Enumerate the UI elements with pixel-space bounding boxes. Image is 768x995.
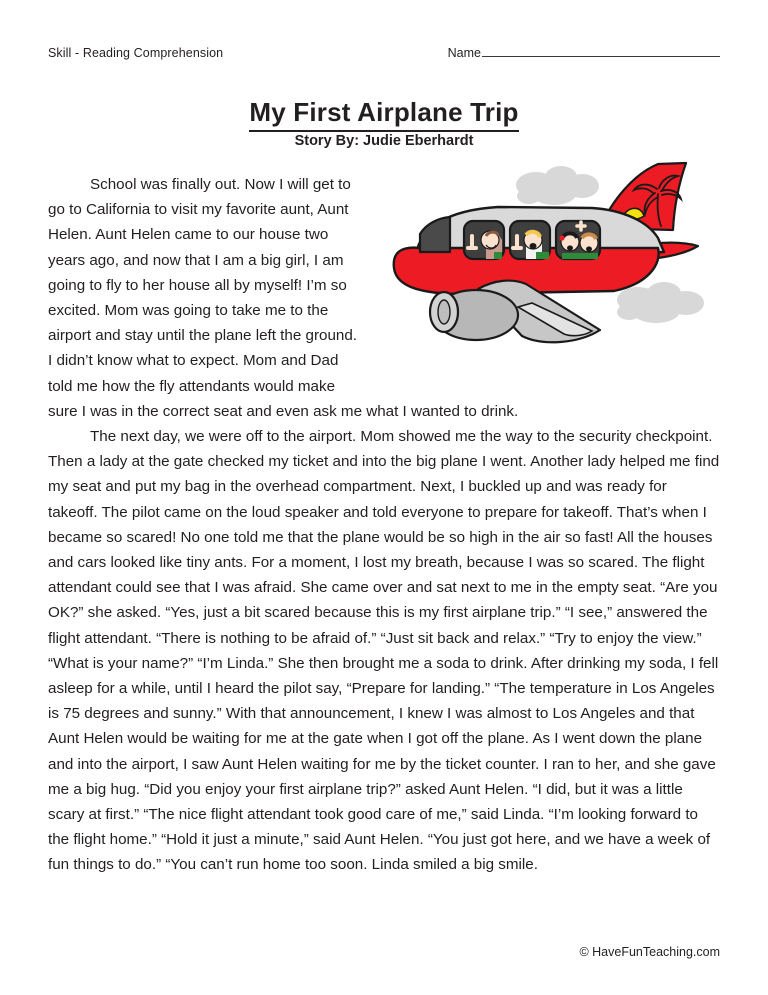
name-field[interactable] xyxy=(448,45,720,60)
name-write-in-line[interactable] xyxy=(482,45,720,57)
name-label: Name xyxy=(447,46,481,60)
story-body xyxy=(48,172,720,878)
skill-label: Skill - Reading Comprehension xyxy=(48,46,224,60)
story-byline: Story By: Judie Eberhardt xyxy=(294,133,474,149)
illustration-text-wrap xyxy=(368,170,720,375)
page-title-wrap xyxy=(0,98,768,132)
footer-copyright: © HaveFunTeaching.com xyxy=(579,945,720,959)
worksheet-header xyxy=(48,45,720,67)
story-paragraph-2: The next day, we were off to the airport. Mom showed me the way to the security checkpoint. Then a lady at the gate checked my ticket and into the big plane I went. Another lady helped me find my seat and put my bag in the overhead compartment. Next, I buckled up and was ready for takeoff. The pilot came on the loud speaker and told everyone to prepare for takeoff. That’s when I became so scared! No one told me that the plane would be so high in the air so fast! All the houses and cars looked like tiny ants. For a moment, I lost my breath, because I was so scared. The flight attendant could see that I was afraid. She came over and sat next to me in the empty seat. “Are you OK?” she asked. “Yes, just a bit scared because this is my first airplane trip.” “I see,” answered the flight attendant. “There is nothing to be afraid of.” “Just sit back and relax.” “Try to enjoy the view.” “What is your name?” “I’m Linda.” She then brought me a soda to drink. After drinking my soda, I fell asleep for a while, until I heard the pilot say, “Prepare for landing.” “The temperature in Los Angeles is 75 degrees and sunny.” With that announcement, I knew I was almost to Los Angeles and that Aunt Helen would be waiting for me at the gate when I got off the plane. As I went down the plane and into the airport, I saw Aunt Helen waiting for me by the ticket counter. I ran to her, and she gave me a big hug. “Did you enjoy your first airplane trip?” asked Aunt Helen. “I did, but it was a little scary at first.” “The nice flight attendant took good care of me,” said Linda. “I’m looking forward to the flight home.” “Hold it just a minute,” said Aunt Helen. “You just got here, and we have a week of fun things to do.” “You can’t run home too soon. Linda smiled a big smile. xyxy=(48,428,720,874)
story-paragraph-1: School was finally out. Now I will get to go to California to visit my favorite aunt, Aunt Helen. Aunt Helen came to our house two years ago, and now that I am a big girl, I am going to fly to her house all by myself! I’m so excited. Mom was going to take me to the airport and stay until the plane left the ground. I didn’t know what to expect. Mom and Dad told me how the fly attendants would make sure I was in the correct seat and even ask me what I wanted to drink. xyxy=(48,176,519,420)
page-title: My First Airplane Trip xyxy=(249,98,518,132)
